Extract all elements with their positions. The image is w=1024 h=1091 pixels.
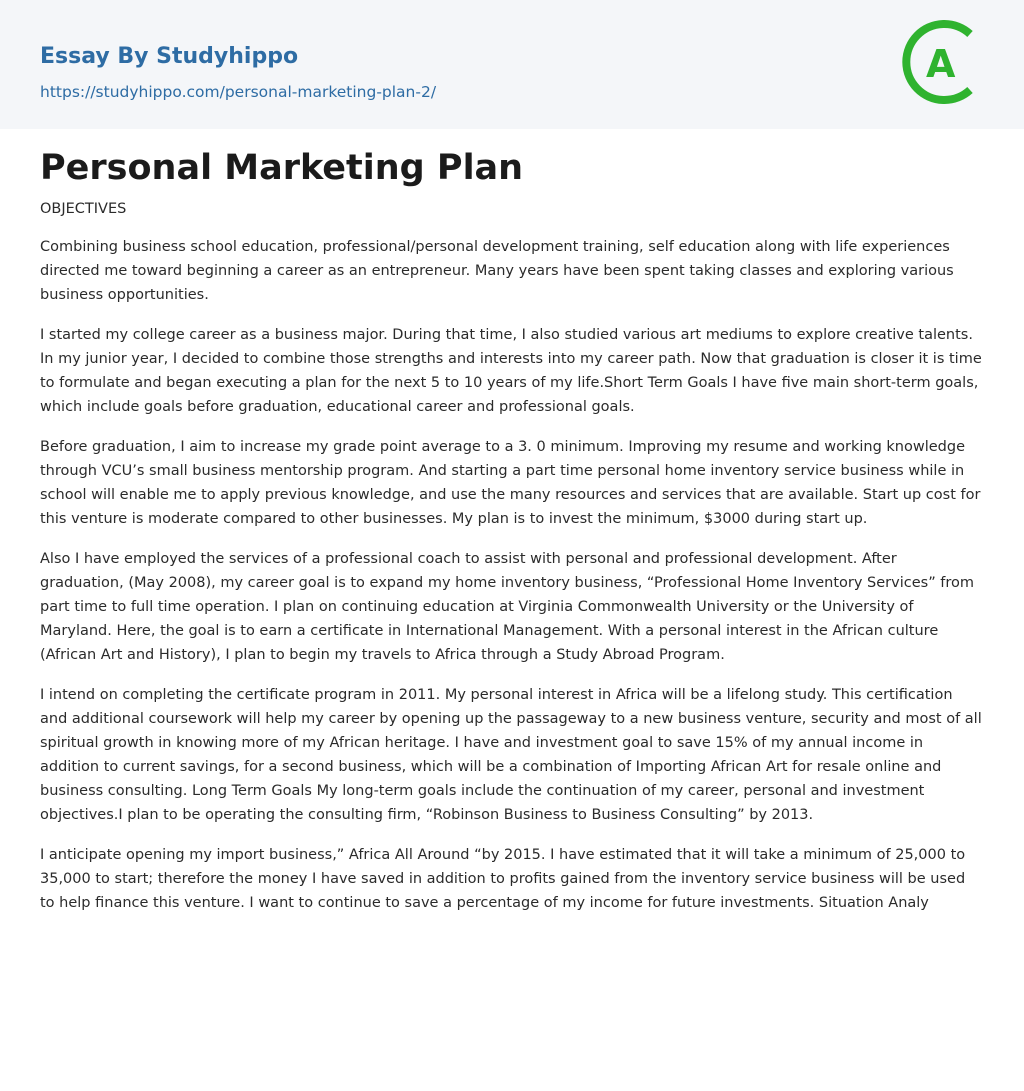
essay-paragraph: Combining business school education, professional/personal development training, self education along with life experiences directed me toward beginning a career as an entrepreneur. Many years have been spent taking classes and exploring various business opportunities. (40, 239, 954, 303)
page-title: Personal Marketing Plan (40, 148, 524, 188)
site-header (0, 0, 1024, 129)
essay-content (0, 129, 1024, 915)
essay-paragraph: I started my college career as a business major. During that time, I also studied various art mediums to explore creative talents. In my junior year, I decided to combine those strengths and interests into my career path. Now that graduation is closer it is time to formulate and began executing a plan for the next 5 to 10 years of my life.Short Term Goals I have five main short-term goals, which include goals before graduation, educational career and professional goals. (40, 327, 982, 415)
essay-paragraph: Before graduation, I aim to increase my grade point average to a 3. 0 minimum. Improving my resume and working knowledge through VCU’s small business mentorship program. And starting a part time personal home inventory service business while in school will enable me to apply previous knowledge, and use the many resources and services that are available. Start up cost for this venture is moderate compared to other businesses. My plan is to invest the minimum, $3000 during start up. (40, 439, 981, 527)
studyhippo-logo-icon[interactable] (900, 20, 984, 104)
essay-paragraph: I anticipate opening my import business,” Africa All Around “by 2015. I have estimated that it will take a minimum of 25,000 to 35,000 to start; therefore the money I have saved in addition to profits gained from the inventory service business will be used to help finance this venture. I want to continue to save a percentage of my income for future investments. Situation Analy (40, 847, 966, 911)
logo-letter: A (926, 42, 956, 86)
source-url-link[interactable]: https://studyhippo.com/personal-marketing-plan-2/ (40, 83, 437, 101)
section-label: OBJECTIVES (40, 201, 127, 217)
essay-paragraph: Also I have employed the services of a professional coach to assist with personal and professional development. After graduation, (May 2008), my career goal is to expand my home inventory business, “Professional Home Inventory Services” from part time to full time operation. I plan on continuing education at Virginia Commonwealth University or the University of Maryland. Here, the goal is to earn a certificate in International Management. With a personal interest in the African culture (African Art and History), I plan to begin my travels to Africa through a Study Abroad Program. (40, 551, 975, 663)
site-title[interactable]: Essay By Studyhippo (40, 44, 299, 69)
essay-paragraph: I intend on completing the certificate program in 2011. My personal interest in Africa will be a lifelong study. This certification and additional coursework will help my career by opening up the passageway to a new business venture, security and most of all spiritual growth in knowing more of my African heritage. I have and investment goal to save 15% of my annual income in addition to current savings, for a second business, which will be a combination of Importing African Art for resale online and business consulting. Long Term Goals My long-term goals include the continuation of my career, personal and investment objectives.I plan to be operating the consulting firm, “Robinson Business to Business Consulting” by 2013. (40, 687, 982, 823)
